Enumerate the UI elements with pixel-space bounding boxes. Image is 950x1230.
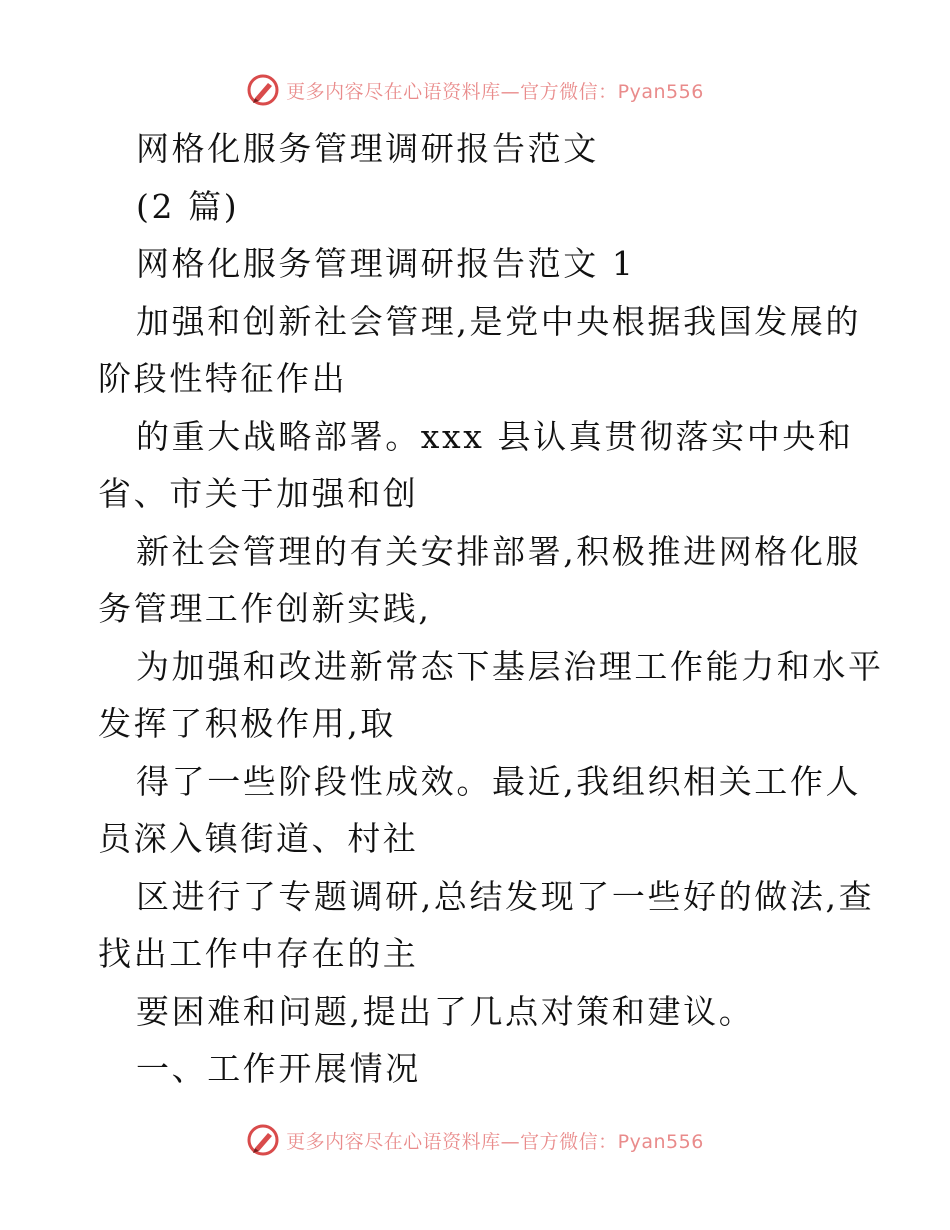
pen-logo-icon bbox=[246, 73, 280, 107]
watermark-text: 更多内容尽在心语资料库—官方微信：Pyan556 bbox=[286, 80, 704, 103]
text-line: 员深入镇街道、村社 bbox=[98, 819, 419, 858]
pen-logo-icon bbox=[246, 1123, 280, 1157]
text-line: 阶段性特征作出 bbox=[98, 359, 348, 398]
text-line: 找出工作中存在的主 bbox=[98, 934, 419, 973]
text-line: 得了一些阶段性成效。最近,我组织相关工作人 bbox=[136, 761, 862, 801]
text-line: 为加强和改进新常态下基层治理工作能力和水平 bbox=[136, 646, 884, 686]
text-line: 发挥了积极作用,取 bbox=[98, 704, 396, 743]
footer-watermark bbox=[0, 1120, 950, 1160]
header-watermark bbox=[0, 70, 950, 110]
text-line: 网格化服务管理调研报告范文 bbox=[136, 129, 599, 168]
text-line: 省、市关于加强和创 bbox=[98, 474, 419, 513]
text-line: 一、工作开展情况 bbox=[136, 1049, 421, 1088]
document-body bbox=[98, 120, 884, 1098]
text-line: (2 篇) bbox=[136, 186, 240, 226]
text-line: 务管理工作创新实践, bbox=[98, 589, 432, 628]
text-line: 新社会管理的有关安排部署,积极推进网格化服 bbox=[136, 531, 862, 571]
text-line: 网格化服务管理调研报告范文 1 bbox=[136, 244, 636, 283]
text-line: 区进行了专题调研,总结发现了一些好的做法,查 bbox=[136, 876, 875, 916]
text-line: 要困难和问题,提出了几点对策和建议。 bbox=[136, 991, 755, 1031]
watermark-text: 更多内容尽在心语资料库—官方微信：Pyan556 bbox=[286, 1130, 704, 1153]
text-line: 的重大战略部署。xxx 县认真贯彻落实中央和 bbox=[136, 416, 854, 456]
text-line: 加强和创新社会管理,是党中央根据我国发展的 bbox=[136, 301, 862, 341]
